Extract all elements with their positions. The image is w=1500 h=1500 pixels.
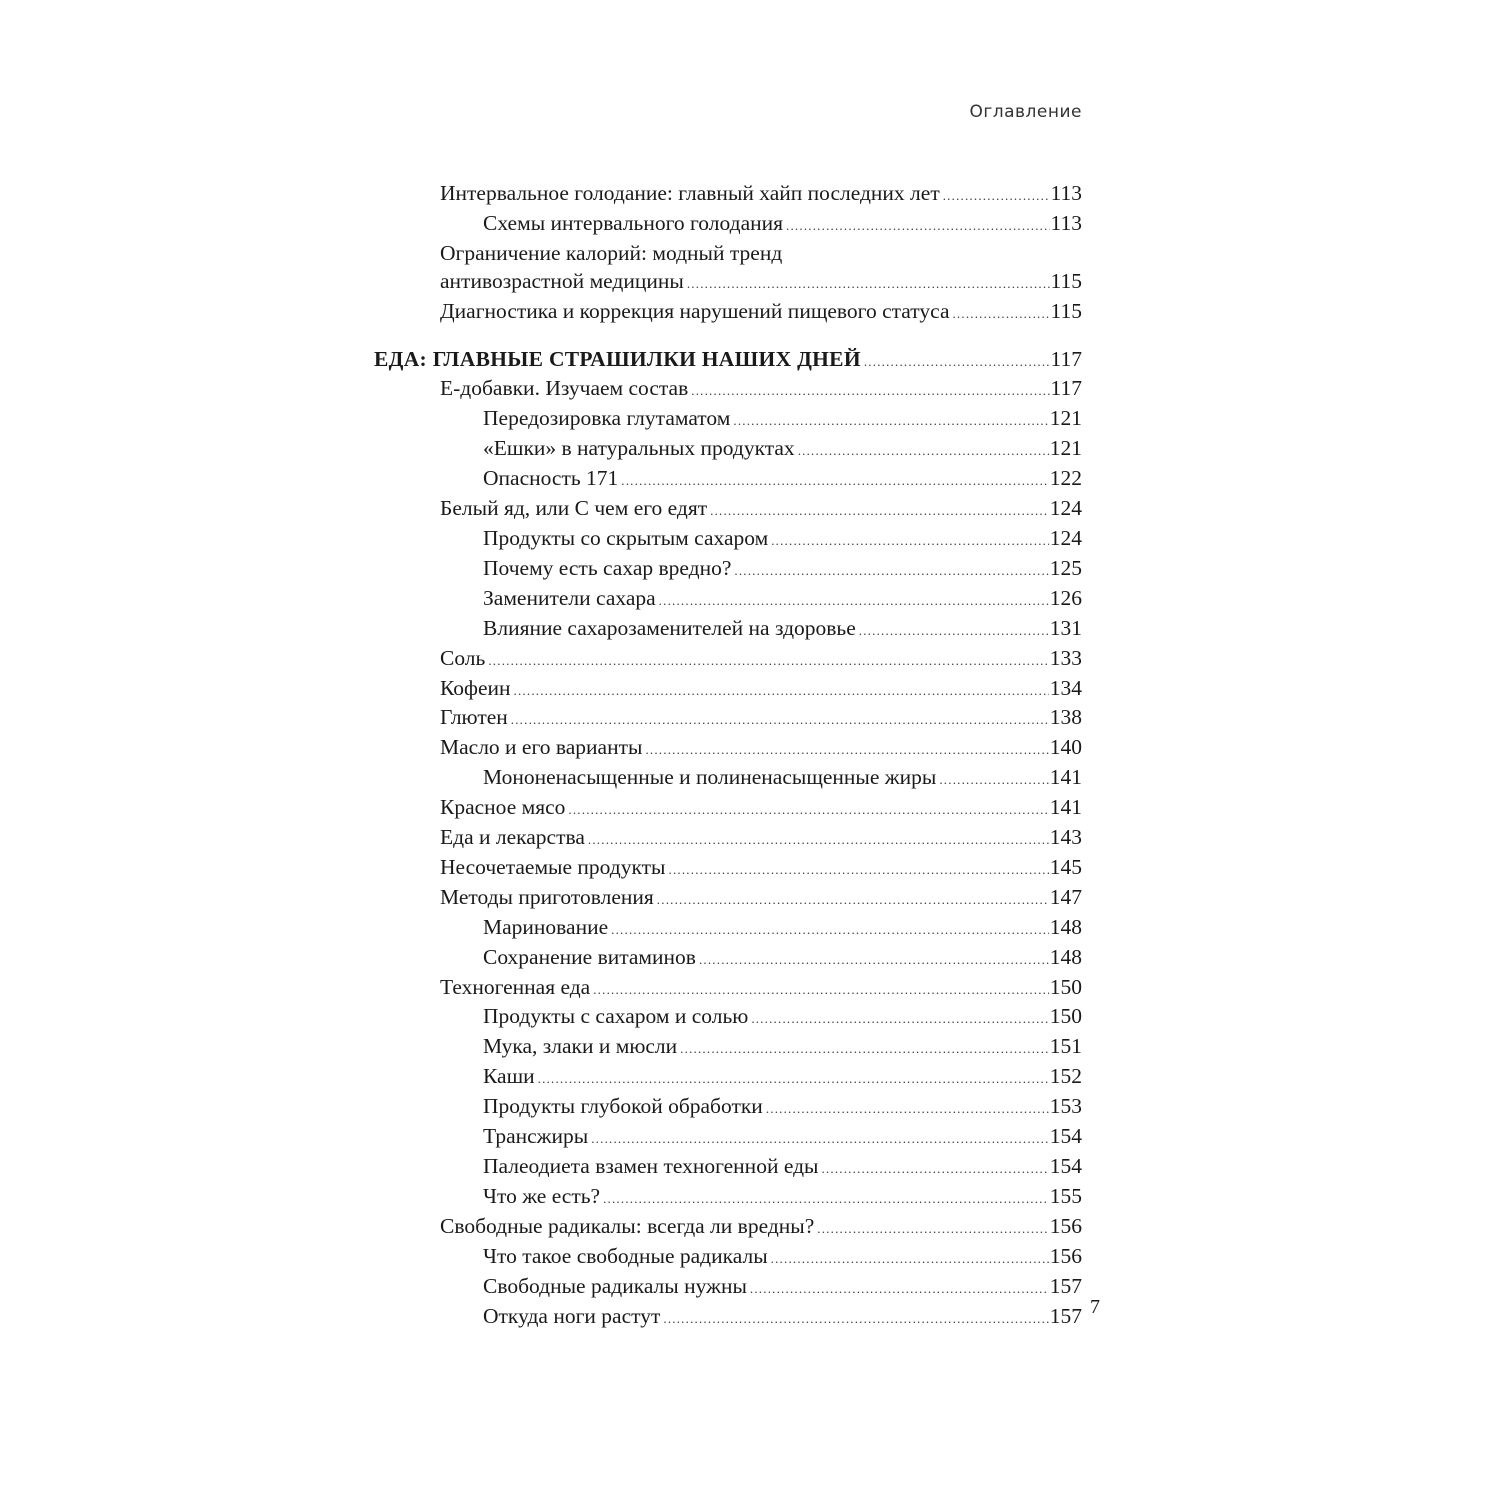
dot-leader — [669, 856, 1049, 884]
dot-leader — [621, 467, 1048, 495]
toc-entry — [374, 495, 1082, 525]
toc-entry — [374, 435, 1082, 465]
dot-leader — [771, 1245, 1049, 1273]
dot-leader — [488, 647, 1048, 675]
toc-entry-page: 153 — [1049, 1094, 1082, 1119]
toc-entry-title: Соль — [440, 645, 486, 670]
dot-leader — [943, 182, 1050, 210]
toc-entry — [374, 974, 1082, 1004]
toc-entry-page: 126 — [1049, 585, 1082, 610]
toc-group — [374, 180, 1082, 328]
toc-entry-title: Глютен — [440, 705, 508, 730]
toc-entry-title: Сохранение витаминов — [483, 944, 696, 969]
toc-entry-page: 115 — [1050, 298, 1082, 323]
toc-entry — [374, 1303, 1082, 1333]
toc-entry-title: Диагностика и коррекция нарушений пищевого статуса — [440, 298, 950, 323]
toc-entry-title: Трансжиры — [483, 1124, 589, 1149]
dot-leader — [734, 557, 1048, 585]
dot-leader — [817, 1215, 1048, 1243]
toc-entry-page: 156 — [1049, 1243, 1082, 1268]
toc-entry-title: Свободные радикалы нужны — [483, 1273, 747, 1298]
toc-entry-title: Техногенная еда — [440, 974, 591, 999]
toc-entry — [374, 884, 1082, 914]
toc-entry-title: Мононенасыщенные и полиненасыщенные жиры — [483, 765, 937, 790]
toc-entry-page: 156 — [1049, 1213, 1082, 1238]
toc-entry — [374, 645, 1082, 675]
dot-leader — [663, 1305, 1048, 1333]
toc-entry-title: Опасность 171 — [483, 466, 619, 491]
toc-entry-page: 151 — [1049, 1034, 1082, 1059]
toc-entry-title: Маринование — [483, 914, 609, 939]
toc-entry — [374, 1243, 1082, 1273]
toc-entry-title: Продукты глубокой обработки — [483, 1094, 763, 1119]
toc-entry-page: 157 — [1049, 1303, 1082, 1328]
toc-entry — [374, 1093, 1082, 1123]
toc-entry-page: 125 — [1049, 555, 1082, 580]
dot-leader — [588, 826, 1049, 854]
toc-entry — [374, 615, 1082, 645]
running-head: Оглавление — [969, 102, 1082, 122]
toc-entry — [374, 794, 1082, 824]
dot-leader — [733, 407, 1048, 435]
dot-leader — [538, 1065, 1049, 1093]
dot-leader — [798, 437, 1049, 465]
toc-entry-title: Что такое свободные радикалы — [483, 1243, 768, 1268]
dot-leader — [771, 527, 1049, 555]
table-of-contents — [374, 180, 1082, 1332]
toc-entry-title: Палеодиета взамен техногенной еды — [483, 1154, 819, 1178]
dot-leader — [687, 270, 1050, 298]
dot-leader — [691, 377, 1049, 405]
toc-entry-title: Продукты со скрытым сахаром — [483, 525, 769, 550]
toc-entry — [374, 734, 1082, 764]
toc-entry — [374, 405, 1082, 435]
toc-entry — [374, 375, 1082, 405]
dot-leader — [514, 677, 1049, 705]
dot-leader — [568, 796, 1048, 824]
toc-entry-page: 117 — [1050, 376, 1082, 401]
toc-entry-page: 131 — [1049, 615, 1082, 640]
toc-entry-title: Свободные радикалы: всегда ли вредны? — [440, 1213, 815, 1238]
toc-entry — [374, 465, 1082, 495]
toc-entry-page: 121 — [1049, 436, 1082, 461]
dot-leader — [591, 1125, 1049, 1153]
toc-entry-page: 134 — [1049, 675, 1082, 700]
toc-entry-page: 157 — [1049, 1273, 1082, 1298]
toc-entry-page: 148 — [1049, 914, 1082, 939]
toc-entry-page: 150 — [1049, 1004, 1082, 1029]
dot-leader — [593, 976, 1049, 1004]
toc-entry-page: 124 — [1049, 496, 1082, 521]
toc-entry-title: «Ешки» в натуральных продуктах — [483, 436, 795, 461]
dot-leader — [751, 1005, 1048, 1033]
toc-entry-page: 117 — [1050, 346, 1082, 371]
toc-entry-page: 150 — [1049, 974, 1082, 999]
toc-entry — [374, 1273, 1082, 1303]
toc-entry — [374, 944, 1082, 974]
toc-entry — [374, 268, 1082, 298]
toc-entry-title: Передозировка глутаматом — [483, 406, 731, 431]
dot-leader — [750, 1275, 1049, 1303]
toc-entry — [374, 210, 1082, 240]
toc-entry — [374, 675, 1082, 705]
toc-entry-title: Масло и его варианты — [440, 735, 643, 760]
page-number: 7 — [1090, 1296, 1100, 1318]
toc-part-heading — [374, 346, 1082, 376]
toc-entry-page: 143 — [1049, 825, 1082, 850]
toc-entry — [374, 298, 1082, 328]
toc-group — [374, 346, 1082, 1333]
toc-entry — [374, 704, 1082, 734]
toc-entry-page: 140 — [1049, 735, 1082, 760]
toc-entry — [374, 824, 1082, 854]
toc-entry-title: Что же есть? — [483, 1183, 601, 1208]
toc-entry — [374, 525, 1082, 555]
toc-entry-title: Заменители сахара — [483, 585, 656, 610]
toc-entry-title: Схемы интервального голодания — [483, 210, 784, 235]
toc-entry-title: Несочетаемые продукты — [440, 854, 666, 879]
toc-entry-page: 154 — [1049, 1154, 1082, 1178]
dot-leader — [766, 1095, 1049, 1123]
toc-entry-page: 152 — [1049, 1064, 1082, 1089]
toc-entry-title: Влияние сахарозаменителей на здоровье — [483, 615, 856, 640]
toc-entry — [374, 1123, 1082, 1153]
toc-entry-title: Методы приготовления — [440, 884, 654, 909]
toc-entry — [374, 1003, 1082, 1033]
toc-entry — [374, 1183, 1082, 1213]
toc-entry — [374, 585, 1082, 615]
dot-leader — [952, 300, 1049, 328]
toc-entry-title: ЕДА: ГЛАВНЫЕ СТРАШИЛКИ НАШИХ ДНЕЙ — [374, 346, 861, 371]
toc-entry-title: Каши — [483, 1064, 535, 1089]
toc-entry-title: Откуда ноги растут — [483, 1303, 661, 1328]
toc-entry-page: 121 — [1049, 406, 1082, 431]
toc-entry — [374, 764, 1082, 794]
dot-leader — [603, 1185, 1049, 1213]
toc-entry-title: Почему есть сахар вредно? — [483, 555, 732, 580]
toc-entry-title: Мука, злаки и мюсли — [483, 1034, 678, 1059]
toc-entry-page: 113 — [1050, 210, 1082, 235]
toc-entry-title: Белый яд, или С чем его едят — [440, 496, 708, 521]
toc-entry — [374, 914, 1082, 944]
toc-entry-page: 133 — [1049, 645, 1082, 670]
dot-leader — [710, 497, 1049, 525]
toc-entry — [374, 180, 1082, 210]
toc-entry-title-line: Ограничение калорий: модный тренд — [440, 240, 783, 265]
dot-leader — [657, 886, 1049, 914]
toc-entry-title: антивозрастной медицины — [440, 268, 684, 293]
dot-leader — [786, 212, 1050, 240]
toc-entry-title: Интервальное голодание: главный хайп последних лет — [440, 181, 940, 205]
dot-leader — [864, 348, 1050, 376]
dot-leader — [680, 1035, 1049, 1063]
toc-entry — [374, 1033, 1082, 1063]
toc-entry-title: Е-добавки. Изучаем состав — [440, 376, 689, 401]
toc-entry-page: 115 — [1050, 268, 1082, 293]
toc-entry — [374, 1213, 1082, 1243]
toc-entry-title: Кофеин — [440, 675, 511, 700]
dot-leader — [659, 587, 1049, 615]
toc-entry-page: 113 — [1050, 181, 1082, 205]
dot-leader — [511, 706, 1049, 734]
dot-leader — [645, 736, 1048, 764]
toc-entry-page: 138 — [1049, 705, 1082, 730]
toc-entry-page: 122 — [1049, 466, 1082, 491]
toc-entry — [374, 555, 1082, 585]
toc-entry-page: 141 — [1049, 795, 1082, 820]
toc-entry-page: 155 — [1049, 1183, 1082, 1208]
dot-leader — [611, 916, 1049, 944]
dot-leader — [939, 766, 1048, 794]
dot-leader — [699, 946, 1049, 974]
toc-entry-page: 154 — [1049, 1124, 1082, 1149]
toc-entry-title: Продукты с сахаром и солью — [483, 1004, 749, 1029]
toc-entry-title: Красное мясо — [440, 795, 566, 820]
toc-entry-page: 141 — [1049, 765, 1082, 790]
toc-entry-page: 145 — [1049, 854, 1082, 879]
toc-entry-page: 124 — [1049, 525, 1082, 550]
toc-entry — [374, 1063, 1082, 1093]
toc-entry — [374, 1153, 1082, 1183]
toc-entry-page: 147 — [1049, 884, 1082, 909]
toc-entry-title: Еда и лекарства — [440, 825, 585, 850]
dot-leader — [821, 1155, 1048, 1183]
dot-leader — [859, 617, 1049, 645]
toc-entry-page: 148 — [1049, 944, 1082, 969]
toc-entry — [374, 854, 1082, 884]
